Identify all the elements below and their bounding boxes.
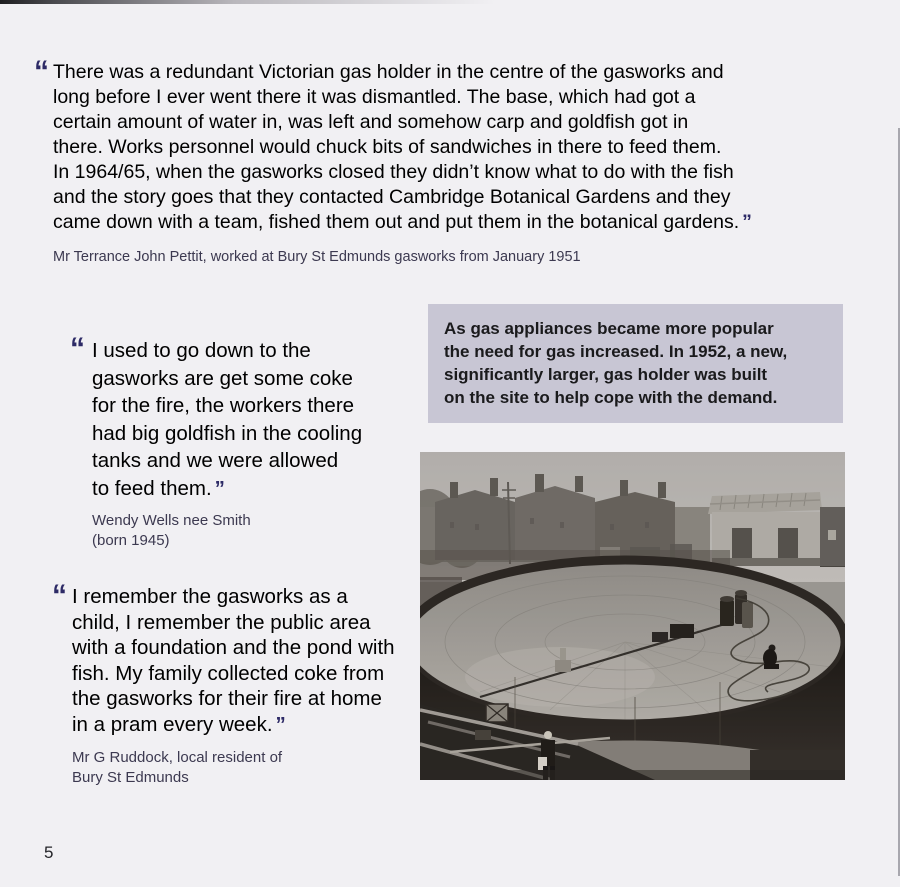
close-quote-icon: ” (742, 211, 750, 233)
quote-attribution: Mr Terrance John Pettit, worked at Bury St Edmunds gasworks from January 1951 (53, 249, 581, 265)
open-quote-icon: “ (34, 55, 47, 88)
quote-text: I remember the gasworks as a child, I remember the public area with a foundation and the pond with fish. My family collected coke from the gasworks for their fire at home in a pram every week. ” (72, 585, 395, 736)
quote-ruddock (52, 579, 412, 787)
quote-text: There was a redundant Victorian gas holder in the centre of the gasworks and long before I ever went there it was dismantled. The base, which had got a certain amount of water in, was left and somehow carp and goldfish got in there. Works personnel would chuck bits of sandwiches in there to feed them. In 1964/65, when the gasworks closed they didn’t know what to do with the fish and the story goes that they contacted Cambridge Botanical Gardens and they came down with a team, fished them out and put them in the botanical gardens. ” (53, 61, 750, 233)
quote-pettit (34, 55, 846, 266)
gas-holder-photo (420, 452, 845, 780)
info-box-text: As gas appliances became more popular the need for gas increased. In 1952, a new, significantly larger, gas holder was built on the site to help cope with the demand. (444, 319, 788, 407)
quote-attribution: Mr G Ruddock, local resident of Bury St Edmunds (72, 749, 283, 786)
quote-attribution: Wendy Wells nee Smith (born 1945) (92, 512, 251, 549)
quote-text: I used to go down to the gasworks are get some coke for the fire, the workers there had big goldfish in the cooling tanks and we were allowed to feed them. ” (92, 339, 363, 500)
close-quote-icon: ” (275, 712, 284, 736)
close-quote-icon: ” (214, 476, 223, 500)
scan-edge-top (0, 0, 900, 4)
open-quote-icon: “ (70, 332, 83, 365)
page-number: 5 (44, 843, 54, 862)
quote-wells (70, 332, 400, 550)
gas-holder-photo-art (420, 452, 845, 780)
open-quote-icon: “ (52, 579, 65, 612)
info-box (428, 304, 843, 423)
